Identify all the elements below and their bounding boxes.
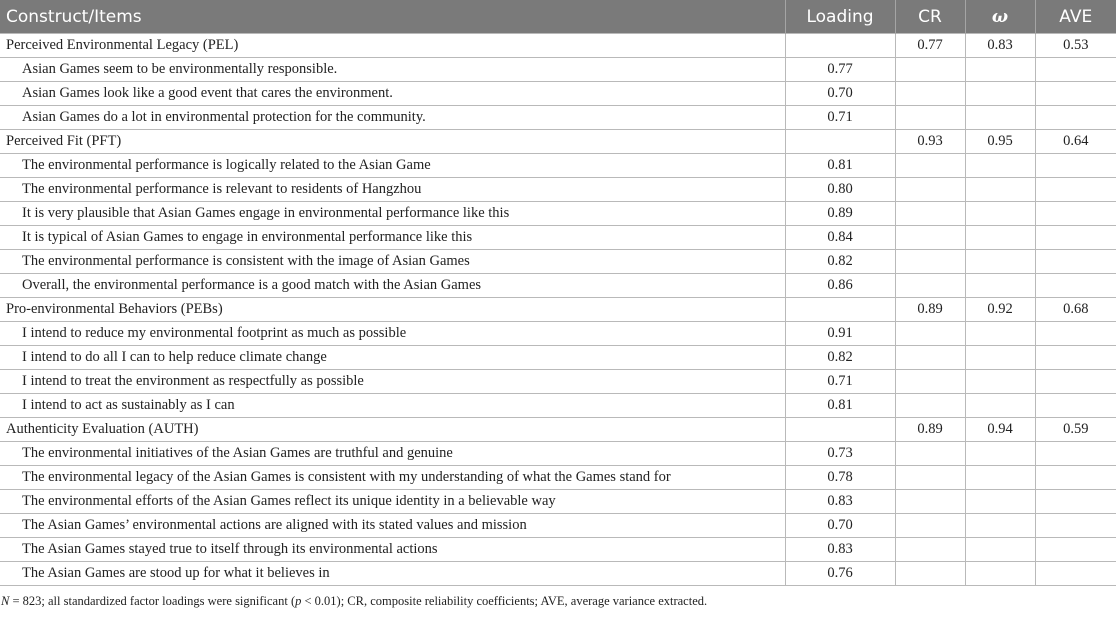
cr-cell: 0.89 <box>895 298 965 322</box>
loading-cell: 0.84 <box>785 226 895 250</box>
item-row <box>0 346 1116 370</box>
cr-cell <box>895 490 965 514</box>
loading-cell: 0.81 <box>785 394 895 418</box>
item-text: Overall, the environmental performance is a good match with the Asian Games <box>0 274 785 298</box>
loading-cell: 0.70 <box>785 82 895 106</box>
ave-cell <box>1035 106 1116 130</box>
loading-cell <box>785 34 895 58</box>
omega-cell <box>965 514 1035 538</box>
cr-cell <box>895 58 965 82</box>
cr-cell <box>895 514 965 538</box>
loading-cell: 0.83 <box>785 490 895 514</box>
ave-cell <box>1035 202 1116 226</box>
loading-cell: 0.71 <box>785 106 895 130</box>
ave-cell <box>1035 370 1116 394</box>
construct-name: Pro-environmental Behaviors (PEBs) <box>0 298 785 322</box>
item-text: I intend to treat the environment as respectfully as possible <box>0 370 785 394</box>
loading-cell: 0.81 <box>785 154 895 178</box>
omega-cell <box>965 394 1035 418</box>
item-text: The environmental initiatives of the Asian Games are truthful and genuine <box>0 442 785 466</box>
ave-cell <box>1035 562 1116 586</box>
cr-cell <box>895 82 965 106</box>
omega-cell <box>965 106 1035 130</box>
omega-cell <box>965 562 1035 586</box>
item-row <box>0 106 1116 130</box>
omega-cell <box>965 538 1035 562</box>
loading-cell: 0.91 <box>785 322 895 346</box>
cr-cell <box>895 442 965 466</box>
cr-cell: 0.89 <box>895 418 965 442</box>
ave-cell <box>1035 514 1116 538</box>
cr-cell <box>895 466 965 490</box>
cr-cell <box>895 394 965 418</box>
item-text: I intend to do all I can to help reduce climate change <box>0 346 785 370</box>
loading-cell: 0.70 <box>785 514 895 538</box>
cr-cell <box>895 250 965 274</box>
cr-cell <box>895 202 965 226</box>
omega-cell: 0.92 <box>965 298 1035 322</box>
omega-cell <box>965 202 1035 226</box>
footnote-text-1: = 823; all standardized factor loadings were significant ( <box>9 594 296 608</box>
item-row <box>0 274 1116 298</box>
omega-cell: 0.94 <box>965 418 1035 442</box>
cr-cell <box>895 178 965 202</box>
ave-cell <box>1035 322 1116 346</box>
cr-cell <box>895 226 965 250</box>
loading-cell <box>785 418 895 442</box>
cr-cell <box>895 322 965 346</box>
item-text: Asian Games do a lot in environmental protection for the community. <box>0 106 785 130</box>
ave-cell: 0.59 <box>1035 418 1116 442</box>
omega-cell <box>965 154 1035 178</box>
item-row <box>0 250 1116 274</box>
omega-cell <box>965 58 1035 82</box>
item-row <box>0 58 1116 82</box>
construct-row <box>0 298 1116 322</box>
ave-cell: 0.53 <box>1035 34 1116 58</box>
ave-cell <box>1035 58 1116 82</box>
loading-cell: 0.89 <box>785 202 895 226</box>
item-text: The environmental efforts of the Asian Games reflect its unique identity in a believable way <box>0 490 785 514</box>
item-row <box>0 538 1116 562</box>
construct-name: Authenticity Evaluation (AUTH) <box>0 418 785 442</box>
loading-cell <box>785 298 895 322</box>
loading-cell: 0.78 <box>785 466 895 490</box>
item-row <box>0 490 1116 514</box>
loading-cell: 0.80 <box>785 178 895 202</box>
footnote <box>0 594 1116 609</box>
omega-cell: 0.95 <box>965 130 1035 154</box>
item-row <box>0 370 1116 394</box>
header-construct: Construct/Items <box>0 0 785 34</box>
omega-cell <box>965 250 1035 274</box>
loading-cell: 0.77 <box>785 58 895 82</box>
item-text: I intend to act as sustainably as I can <box>0 394 785 418</box>
ave-cell <box>1035 226 1116 250</box>
ave-cell <box>1035 394 1116 418</box>
header-loading: Loading <box>785 0 895 34</box>
ave-cell <box>1035 82 1116 106</box>
item-text: I intend to reduce my environmental footprint as much as possible <box>0 322 785 346</box>
cr-cell <box>895 562 965 586</box>
item-row <box>0 514 1116 538</box>
loading-cell: 0.83 <box>785 538 895 562</box>
cr-cell <box>895 370 965 394</box>
item-row <box>0 82 1116 106</box>
loading-cell: 0.76 <box>785 562 895 586</box>
item-text: It is typical of Asian Games to engage in environmental performance like this <box>0 226 785 250</box>
loading-cell: 0.73 <box>785 442 895 466</box>
omega-cell <box>965 442 1035 466</box>
loading-cell: 0.71 <box>785 370 895 394</box>
item-text: The environmental performance is logically related to the Asian Game <box>0 154 785 178</box>
item-row <box>0 322 1116 346</box>
construct-name: Perceived Fit (PFT) <box>0 130 785 154</box>
item-text: It is very plausible that Asian Games engage in environmental performance like this <box>0 202 785 226</box>
cr-cell: 0.93 <box>895 130 965 154</box>
omega-cell <box>965 466 1035 490</box>
item-row <box>0 394 1116 418</box>
ave-cell <box>1035 346 1116 370</box>
omega-cell <box>965 274 1035 298</box>
ave-cell <box>1035 250 1116 274</box>
cr-cell <box>895 154 965 178</box>
header-cr: CR <box>895 0 965 34</box>
item-row <box>0 442 1116 466</box>
omega-cell: 0.83 <box>965 34 1035 58</box>
item-text: The environmental legacy of the Asian Games is consistent with my understanding of what the Games stand for <box>0 466 785 490</box>
omega-cell <box>965 346 1035 370</box>
item-row <box>0 226 1116 250</box>
omega-cell <box>965 322 1035 346</box>
item-row <box>0 202 1116 226</box>
ave-cell <box>1035 490 1116 514</box>
item-row <box>0 562 1116 586</box>
construct-name: Perceived Environmental Legacy (PEL) <box>0 34 785 58</box>
construct-row <box>0 130 1116 154</box>
footnote-p: p <box>295 594 302 608</box>
item-text: The Asian Games’ environmental actions are aligned with its stated values and mission <box>0 514 785 538</box>
ave-cell: 0.68 <box>1035 298 1116 322</box>
omega-cell <box>965 490 1035 514</box>
cr-cell: 0.77 <box>895 34 965 58</box>
item-text: Asian Games seem to be environmentally responsible. <box>0 58 785 82</box>
ave-cell <box>1035 442 1116 466</box>
ave-cell <box>1035 154 1116 178</box>
omega-cell <box>965 226 1035 250</box>
header-omega: ω <box>965 0 1035 34</box>
construct-row <box>0 418 1116 442</box>
loading-cell: 0.82 <box>785 250 895 274</box>
loading-cell: 0.82 <box>785 346 895 370</box>
item-row <box>0 154 1116 178</box>
cr-cell <box>895 538 965 562</box>
item-text: The environmental performance is relevant to residents of Hangzhou <box>0 178 785 202</box>
item-text: The environmental performance is consistent with the image of Asian Games <box>0 250 785 274</box>
omega-cell <box>965 82 1035 106</box>
header-ave: AVE <box>1035 0 1116 34</box>
cr-cell <box>895 274 965 298</box>
item-text: The Asian Games are stood up for what it believes in <box>0 562 785 586</box>
item-text: Asian Games look like a good event that cares the environment. <box>0 82 785 106</box>
ave-cell <box>1035 466 1116 490</box>
footnote-text-2: < 0.01); CR, composite reliability coefficients; AVE, average variance extracted. <box>301 594 708 608</box>
ave-cell: 0.64 <box>1035 130 1116 154</box>
ave-cell <box>1035 274 1116 298</box>
item-row <box>0 466 1116 490</box>
cr-cell <box>895 346 965 370</box>
item-text: The Asian Games stayed true to itself through its environmental actions <box>0 538 785 562</box>
ave-cell <box>1035 178 1116 202</box>
construct-row <box>0 34 1116 58</box>
ave-cell <box>1035 538 1116 562</box>
item-row <box>0 178 1116 202</box>
omega-cell <box>965 178 1035 202</box>
loading-cell <box>785 130 895 154</box>
cr-cell <box>895 106 965 130</box>
table-body <box>0 34 1116 586</box>
loading-cell: 0.86 <box>785 274 895 298</box>
footnote-n: N <box>1 594 10 608</box>
omega-cell <box>965 370 1035 394</box>
header-row <box>0 0 1116 34</box>
